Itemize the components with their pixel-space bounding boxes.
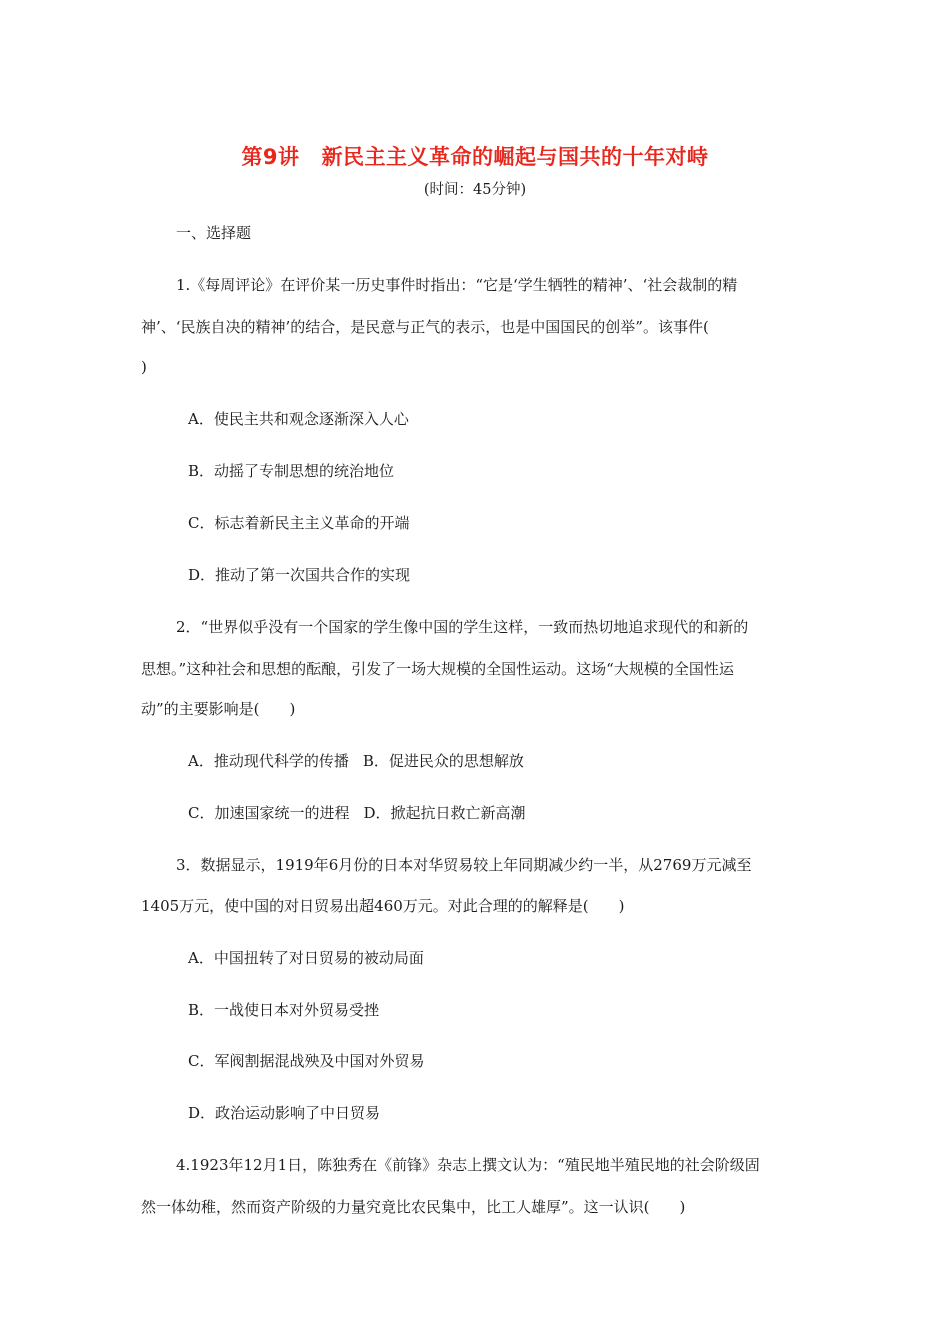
question-2-option-b: B．促进民众的思想解放 — [362, 752, 524, 770]
question-1-option-b: B．动摇了专制思想的统治地位 — [188, 462, 395, 480]
question-2-options-row-2 — [188, 802, 526, 824]
question-1-option-d: D．推动了第一次国共合作的实现 — [188, 566, 411, 584]
question-2-option-a: A．推动现代科学的传播 — [188, 752, 349, 770]
question-3-option-b: B．一战使日本对外贸易受挫 — [188, 1001, 380, 1019]
question-1-option-a: A．使民主共和观念逐渐深入人心 — [188, 410, 409, 428]
question-2-line-3: 动”的主要影响是( ) — [141, 700, 296, 718]
question-3-option-d: D．政治运动影响了中日贸易 — [188, 1104, 381, 1122]
section-heading: 一、选择题 — [176, 224, 252, 242]
question-3-option-c: C．军阀割据混战殃及中国对外贸易 — [188, 1052, 425, 1070]
lesson-title: 新民主主义革命的崛起与国共的十年对峙 — [321, 145, 709, 169]
question-2-option-d: D．掀起抗日救亡新高潮 — [363, 804, 526, 822]
question-1-option-c: C．标志着新民主主义革命的开端 — [188, 514, 410, 532]
question-4-line-1: 4.1923年12月1日，陈独秀在《前锋》杂志上撰文认为：“殖民地半殖民地的社会阶级固 — [176, 1156, 760, 1174]
page-title — [0, 141, 950, 171]
question-3-option-a: A．中国扭转了对日贸易的被动局面 — [188, 949, 424, 967]
lesson-number: 第9讲 — [241, 145, 300, 169]
question-3-line-1: 3．数据显示，1919年6月份的日本对华贸易较上年同期减少约一半，从2769万元减至 — [176, 856, 752, 874]
question-2-line-1: 2．“世界似乎没有一个国家的学生像中国的学生这样，一致而热切地追求现代的和新的 — [176, 618, 749, 636]
question-2-option-c: C．加速国家统一的进程 — [188, 804, 350, 822]
question-3-line-2: 1405万元，使中国的对日贸易出超460万元。对此合理的的解释是( ) — [141, 897, 625, 915]
time-limit: (时间：45分钟) — [423, 182, 527, 198]
question-1-line-2: 神’、‘民族自决的精神’的结合，是民意与正气的表示，也是中国国民的创举”。该事件( — [141, 318, 709, 336]
question-4-line-2: 然一体幼稚，然而资产阶级的力量究竟比农民集中，比工人雄厚”。这一认识( ) — [141, 1198, 686, 1216]
question-2-options-row-1 — [188, 750, 524, 772]
question-1-line-3: ) — [141, 358, 147, 376]
question-1-line-1: 1.《每周评论》在评价某一历史事件时指出：“它是‘学生牺牲的精神’、‘社会裁制的精 — [176, 276, 738, 294]
question-2-line-2: 思想。”这种社会和思想的酝酿，引发了一场大规模的全国性运动。这场“大规模的全国性运 — [141, 660, 734, 678]
